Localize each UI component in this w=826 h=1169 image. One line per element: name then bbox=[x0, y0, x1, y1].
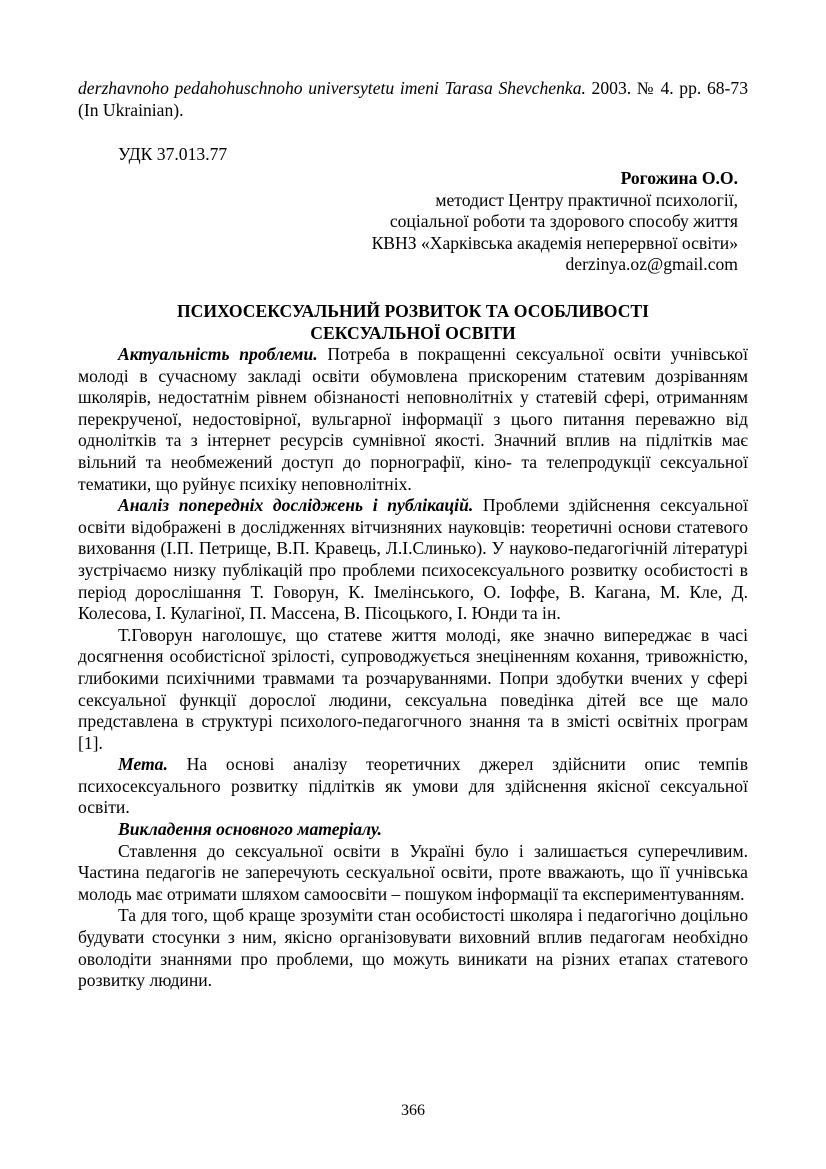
article-body bbox=[78, 344, 748, 992]
previous-reference-italic: derzhavnoho pedahohuschnoho universytetu imeni Tarasa Shevchenka. bbox=[78, 78, 586, 98]
relevance-paragraph bbox=[78, 344, 748, 495]
author-institution: КВНЗ «Харківська академія неперервної освіти» bbox=[371, 232, 738, 253]
main-material-heading: Викладення основного матеріалу. bbox=[118, 819, 382, 840]
author-position-line1: методист Центру практичної психології, bbox=[435, 189, 738, 210]
article-title-line2: СЕКСУАЛЬНОЇ ОСВІТИ bbox=[310, 323, 516, 343]
article-title-line1: ПСИХОСЕКСУАЛЬНИЙ РОЗВИТОК ТА ОСОБЛИВОСТІ bbox=[176, 301, 649, 321]
govorun-paragraph: Т.Говорун наголошує, що статеве життя молоді, яке значно випереджає в часі досягнення особистісної зрілості, супроводжується знеціненням кохання, тривожністю, глибокими психічними травмами та розчаруваннями. Попри здобутки вчених у сфері сексуальної функції дорослої людини, сексуальна поведінка дітей все ще мало представлена в структурі психолого-педагогчного знання та в змісті освітніх програм [1]. bbox=[78, 624, 748, 753]
article-title bbox=[78, 300, 748, 344]
analysis-paragraph bbox=[78, 495, 748, 625]
goal-text: На основі аналізу теоретичних джерел здійснити опис темпів психосексуального розвитку підлітків як умови для здійснення якісної сексуальної освіти. bbox=[78, 754, 748, 818]
previous-reference-rest: 2003. № 4. pp. 68-73 (In Ukrainian). bbox=[78, 78, 748, 120]
attitude-paragraph: Ставлення до сексуальної освіти в Україні було і залишається суперечливим. Частина педагогів не заперечують сескуальної освіти, проте вважають, що її учнівська молодь має отримати шляхом самоосвіти – пошуком інформації та експериментуванням. bbox=[78, 840, 748, 904]
author-position-line2: соціальної роботи та здорового способу життя bbox=[389, 211, 738, 232]
goal-lead: Мета. bbox=[118, 754, 168, 775]
main-material-heading-paragraph bbox=[78, 819, 748, 841]
author-name: Рогожина О.О. bbox=[620, 168, 738, 188]
author-block bbox=[218, 168, 738, 276]
page-number: 366 bbox=[401, 1102, 425, 1119]
author-email: derzinya.oz@gmail.com bbox=[565, 254, 738, 275]
analysis-text: Проблеми здійснення сексуальної освіти відображені в дослідженнях вітчизняних науковців: теоретичні основи статевого виховання (І.П. Петрище, В.П. Кравець, Л.І.Слинько). У науково-педагогічній літературі зустрічаємо низку публікацій про проблеми психосексуального розвитку особистості в період дорослішання Т. Говорун, К. Імелінського, О. Іоффе, В. Кагана, М. Кле, Д. Колесова, І. Кулагіної, П. Массена, В. Пісоцького, І. Юнди та ін. bbox=[78, 495, 748, 624]
relevance-lead: Актуальність проблеми. bbox=[118, 344, 318, 364]
understanding-paragraph: Та для того, щоб краще зрозуміти стан особистості школяра і педагогічно доцільно будувати стосунки з ним, якісно організовувати виховний вплив педагогам необхідно оволодіти знаннями про проблеми, що можуть виникати на різних етапах статевого розвитку людини. bbox=[78, 905, 748, 991]
relevance-text: Потреба в покращенні сексуальної освіти учнівської молоді в сучасному закладі освіти обумовлена прискореним статевим дозріванням школярів, недостатнім рівнем обізнаності неповнолітніх у статевій сфері, отриманням перекрученої, недостовірної, вульгарної інформації з цього питання переважно від однолітків та з інтернет ресурсів сумнівної якості. Значний вплив на підлітків має вільний та необмежений доступ до порнографії, кіно- та телепродукції сексуальної тематики, що руйнує психіку неповнолітніх. bbox=[78, 344, 748, 494]
udk-code: УДК 37.013.77 bbox=[118, 144, 228, 164]
analysis-lead: Аналіз попередніх досліджень і публікацій. bbox=[118, 495, 474, 516]
previous-reference bbox=[78, 78, 748, 121]
goal-paragraph bbox=[78, 754, 748, 819]
